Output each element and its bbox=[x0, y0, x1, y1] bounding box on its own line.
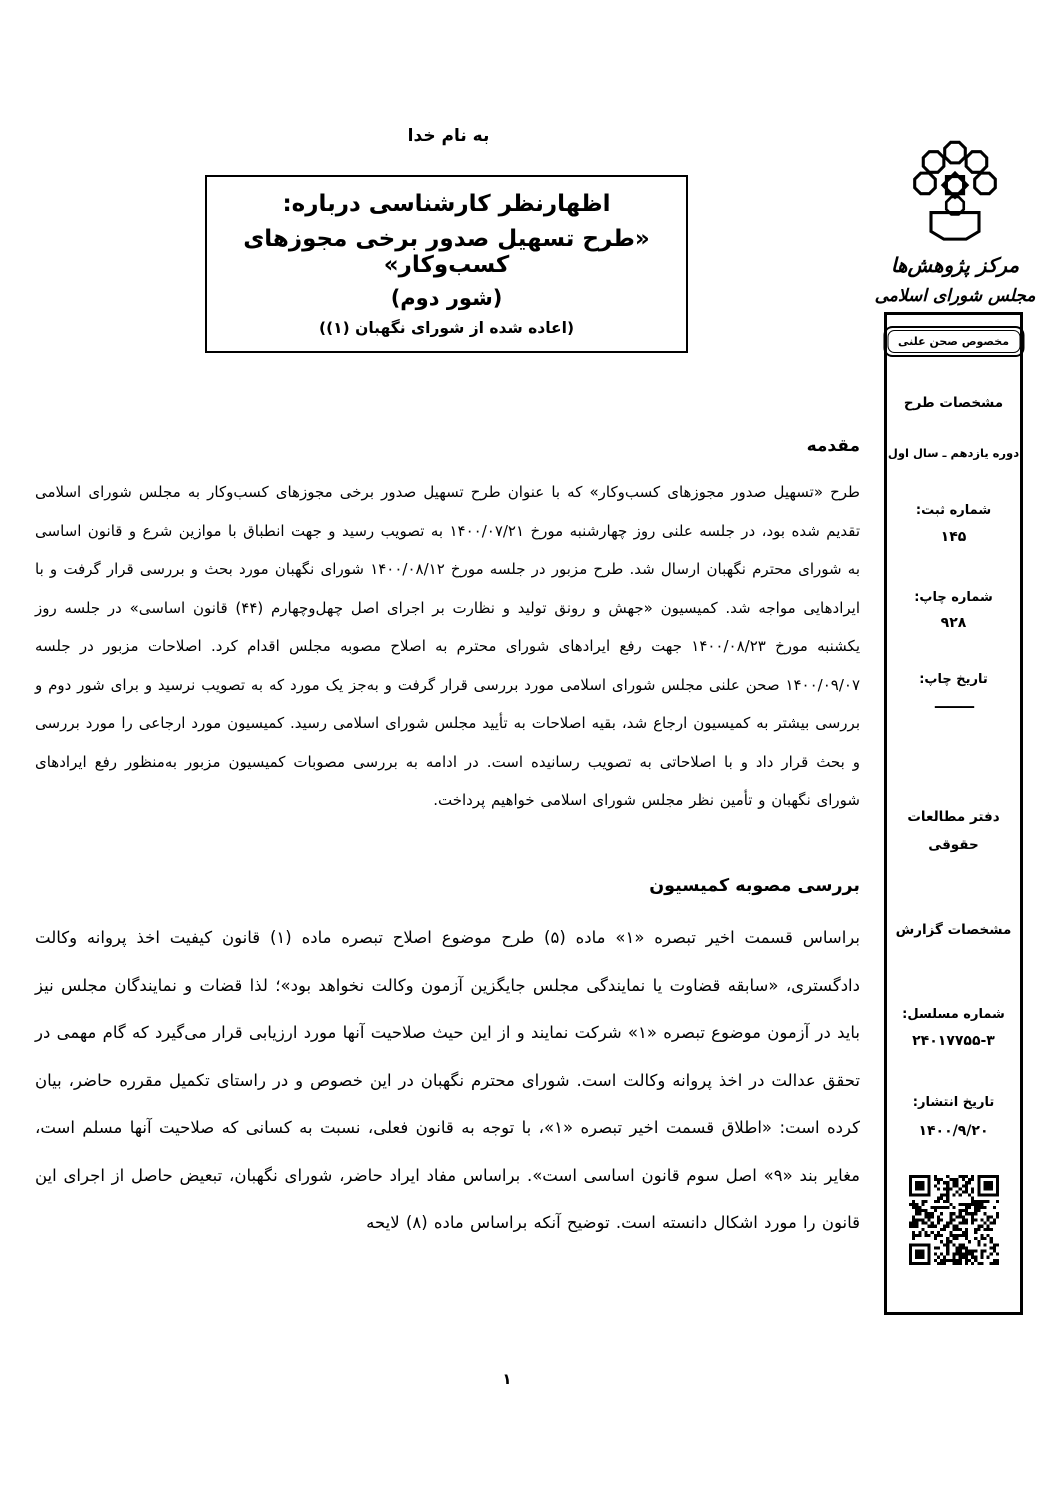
title-line-1: اظهارنظر کارشناسی درباره: bbox=[282, 191, 611, 218]
title-line-4: (اعاده شده از شورای نگهبان (۱)) bbox=[318, 318, 575, 337]
term-value: دوره یازدهم ـ سال اول bbox=[887, 446, 1020, 460]
report-section-title: مشخصات گزارش bbox=[895, 922, 1012, 938]
register-number-label: شماره ثبت: bbox=[915, 503, 992, 518]
session-badge-label: مخصوص صحن علنی bbox=[887, 330, 1020, 353]
metadata-sidebar bbox=[884, 312, 1023, 1315]
review-heading: بررسی مصوبه کمیسیون bbox=[649, 876, 860, 896]
title-box bbox=[205, 175, 688, 353]
qr-code-icon bbox=[909, 1175, 999, 1265]
office-name-line-2: حقوقی bbox=[928, 837, 979, 853]
title-line-2: «طرح تسهیل صدور برخی مجوزهای کسب‌وکار» bbox=[243, 225, 650, 278]
plan-section-title: مشخصات طرح bbox=[903, 395, 1004, 411]
org-name-line-1: مرکز پژوهش‌ها bbox=[890, 253, 1020, 277]
print-number-value: ۹۲۸ bbox=[940, 615, 967, 631]
register-number-value: ۱۴۵ bbox=[940, 529, 967, 545]
print-date-value: ——— bbox=[934, 697, 973, 715]
org-name-line-2: مجلس شورای اسلامی bbox=[874, 286, 1036, 306]
publish-date-label: تاریخ انتشار: bbox=[912, 1095, 995, 1110]
organization-name bbox=[862, 250, 1048, 312]
page-number: ۱ bbox=[502, 1370, 512, 1388]
majlis-research-center-emblem-icon bbox=[896, 132, 1014, 252]
publish-date-value: ۱۴۰۰/۹/۲۰ bbox=[918, 1123, 989, 1139]
title-line-3: (شور دوم) bbox=[390, 286, 503, 311]
review-paragraph: براساس قسمت اخیر تبصره «۱» ماده (۵) طرح موضوع اصلاح تبصره ماده (۱) قانون کیفیت اخذ پروانه وکالت دادگستری، «سابقه قضاوت یا نمایندگی مجلس جایگزین آزمون وکالت نخواهد بود»؛ لذا قضات و نمایندگان مجلس نیز باید در آزمون موضوع تبصره «۱» شرکت نمایند و از این حیث صلاحیت آنها مورد ارزیابی قرار می‌گیرد که گام مهمی در تحقق عدالت در اخذ پروانه وکالت است. شورای محترم نگهبان در این خصوص و در راستای تکمیل مقرره حاضر، بیان کرده است: «اطلاق قسمت اخیر تبصره «۱»، با توجه به قانون فعلی، نسبت به کسانی که صلاحیت آنها مسلم است، مغایر بند «۹» اصل سوم قانون اساسی است». براساس مفاد ایراد حاضر، شورای نگهبان، تبعیض حاصل از اجرای این قانون را مورد اشکال دانسته است. توضیح آنکه براساس ماده (۸) لایحه bbox=[35, 928, 860, 1232]
office-name-line-1: دفتر مطالعات bbox=[907, 809, 1000, 825]
bismillah: به نام خدا bbox=[407, 126, 490, 146]
serial-number-label: شماره مسلسل: bbox=[902, 1007, 1005, 1022]
serial-number-value: ۲۴۰۱۷۷۵۵-۳ bbox=[912, 1033, 995, 1049]
intro-heading: مقدمه bbox=[806, 436, 860, 456]
print-number-label: شماره چاپ: bbox=[914, 590, 993, 605]
intro-paragraph: طرح «تسهیل صدور مجوزهای کسب‌وکار» که با عنوان طرح تسهیل صدور برخی مجوزهای کسب‌وکار به مجلس شورای اسلامی تقدیم شده بود، در جلسه علنی روز چهارشنبه مورخ ۱۴۰۰/۰۷/۲۱ به تصویب رسید و جهت انطباق با موازین شرع و قانون اساسی به شورای محترم نگهبان ارسال شد. طرح مزبور در جلسه مورخ ۱۴۰۰/۰۸/۱۲ شورای نگهبان مورد بحث و بررسی قرار گرفت و با ایرادهایی مواجه شد. کمیسیون «جهش و رونق تولید و نظارت بر اجرای اصل چهل‌وچهارم (۴۴) قانون اساسی» در جلسه روز یکشنبه مورخ ۱۴۰۰/۰۸/۲۳ جهت رفع ایرادهای شورای محترم به اصلاح مصوبه مجلس اقدام کرد. اصلاحات مزبور در جلسه ۱۴۰۰/۰۹/۰۷ صحن علنی مجلس شورای اسلامی مورد بررسی قرار گرفت و به‌جز یک مورد که به تصویب نرسید و برای شور دوم و بررسی بیشتر به کمیسیون ارجاع شد، بقیه اصلاحات به تأیید مجلس شورای اسلامی رسید. کمیسیون مورد ارجاعی را مورد بررسی و بحث قرار داد و با اصلاحاتی به تصویب رسانیده است. در ادامه به بررسی مصوبات کمیسیون مزبور به‌منظور رفع ایرادهای شورای نگهبان و تأمین نظر مجلس شورای اسلامی خواهیم پرداخت. bbox=[35, 483, 861, 809]
print-date-label: تاریخ چاپ: bbox=[919, 672, 988, 687]
session-badge bbox=[883, 326, 1024, 357]
